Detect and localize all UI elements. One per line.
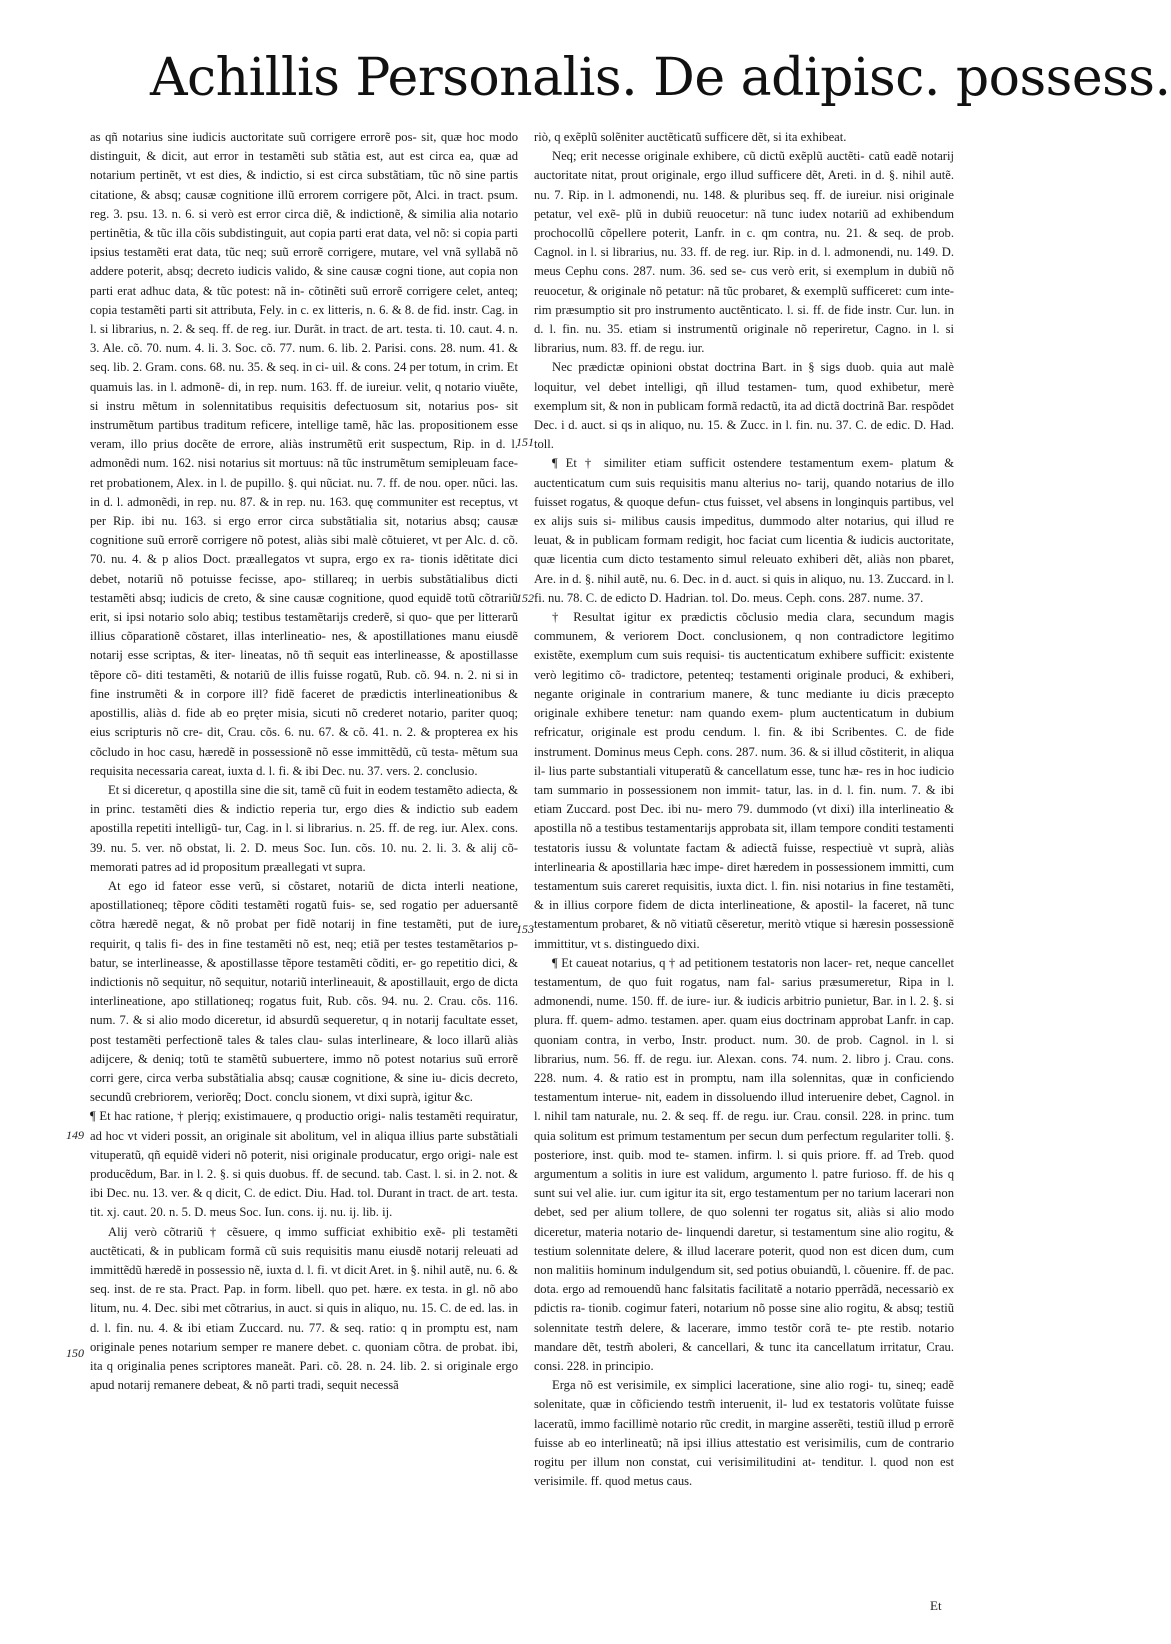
- left-paragraph-4: ¶ Et hac ratione, † plerịq; existimauere, q productio origi- nalis testamẽti requiratur, ad hoc vt videri possit, an originale sit abolitum, vel in aliqua illius parte substãtiali vituperatũ, qñ equidẽ videri nõ poterit, nisi originale producatur, ergo origi- nale est producẽdum, Bar. in l. 2. §. si quis duobus. ff. de secund. tab. Cast. l. si. in 2. not. & ibi Dec. nu. 13. ver. & q dicit, C. de edict. Diu. Had. tol. Durant in tract. de art. testa. tit. xj. caut. 20. n. 5. D. meus Soc. Iun. cons. ij. nu. ij. lib. ij.: [90, 1109, 518, 1220]
- right-paragraph-3: Nec prædictæ opinioni obstat doctrina Bart. in § sigs duob. quia aut malè loquitur, vel debet intelligi, qñ illud testamen- tum, quod exhibetur, merè exemplum sit, & non in publicam formã redactũ, ita ad dictã doctrinã Bar. respõdet Dec. i d. auct. si qs in aliquo, nu. 15. & Zucc. in l. fin. nu. 37. C. de edic. D. Had. toll.: [534, 360, 954, 452]
- left-paragraph-5: Alij verò cõtrariũ † cẽsuere, q immo sufficiat exhibitio exẽ- pli testamẽti auctẽticati, & in publicam formã cũ suis requisitis manu eiusdẽ notarij releuati ad immittẽdũ hæredẽ in possessio nẽ, iuxta d. l. fi. vt dicit Aret. in §. nihil autẽ, nu. 6. & seq. inst. de re sta. Pract. Pap. in form. libell. quo pet. hære. ex testa. in gl. nõ abo litum, nu. 4. Dec. sibi met cõtrarius, in auct. si quis in aliquo, nu. 15. C. de ed. las. in d. l. fin. nu. 4. & ibi etiam Zuccard. nu. 77. & seq. ratio: q in promptu est, nam originale penes notarium semper re manere debet. c. quoniam cõtra. de probat. ibi, ita q originalia penes scriptores maneãt. Pari. cõ. 28. n. 24. lib. 2. si originale ergo apud notarij remanere debeat, & nõ parti tradi, sequit necessã: [90, 1224, 518, 1393]
- right-paragraph-1: riò, q exẽplũ solẽniter auctẽticatũ sufficere dẽt, si ita exhibeat.: [534, 130, 847, 144]
- page-title: Achillis Personalis. De adipisc. possess.: [150, 48, 1171, 108]
- left-paragraph-1: as qñ notarius sine iudicis auctoritate suũ corrigere errorẽ pos- sit, quæ hoc modo distinguit, & dicit, aut error in testamẽti sub stãtia est, aut est circa ea, quæ ad notarium pertinẽt, vt est dies, & indictio, si est circa substãtiam, tũc nõ sine partis citatione, & absq; causæ cognitione illũ errorem corrigere põt, Alci. in tract. psum. reg. 3. psu. 13. n. 6. si verò est error circa diẽ, & indictionẽ, & similia alia notario pertinẽtia, & tũc illa cõis subdistinguit, aut copia parti erat data, vel nõ: si copia parti ipsius testamẽti erat data, tũc neq; suũ errorẽ corrigere, mutare, vel vnã syllabã nõ addere poterit, absq; decreto iudicis valido, & sine causæ cogni tione, aut copia non parti erat adhuc data, & tũc potest: nã in- cõtinẽti suũ errorẽ corrigere celet, anteq; copia testamẽti parti sit attributa, Fely. in c. ex litteris, n. 6. & 8. de fid. instr. Cag. in l. si librarius, n. 2. & seq. ff. de reg. iur. Durãt. in tract. de art. testa. ti. 10. caut. 4. n. 3. Ale. cõ. 70. num. 4. li. 3. Soc. cõ. 77. num. 6. lib. 2. Parisi. cons. 28. num. 41. & seq. lib. 2. Gram. cons. 68. nu. 35. & seq. in ci- uil. & cons. 24 per totum, in crim. Et quamuis las. in l. admonẽ- di, in rep. num. 163. ff. de iureiur. velit, q notario viuẽte, si instru mẽtum in solennitatibus requisitis defectuosum sit, notarius pos- sit instrumẽtum partibus traditum reficere, intellige tamẽ, hãc las. propositionem esse veram, illo prius docẽte de errore, aliàs instrumẽtũ erit suspectum, Rip. in d. l. admonẽdi num. 162. nisi notarius sit mortuus: nã tũc instrumẽtum semipleuam face- ret probationem, Alex. in l. de pupillo. §. qui nũciat. nu. 7. ff. de nou. oper. nũci. las. in d. l. admonẽdi, in rep. nu. 87. & in rep. nu. 163. quę communiter est receptus, vt per Rip. ibi nu. 163. si ergo error circa substãtialia sit, notarius absq; causæ cognitione suũ errorẽ corrigere nõ potest, aliàs sibi malè cõtuieret, vt per Alc. d. cõ. 70. nu. 4. & p alios Doct. præallegatos vt supra, ergo ex ra- tionis idẽtitate dici debet, notariũ nõ potuisse fecisse, apo- stillareq; in uerbis substãtialibus dicti testamẽti absq; iudicis de creto, & sine causæ cognitione, quod equidẽ totũ cõtrariũ erit, si ipsi notario solo abiq; testibus testamẽtarijs crederẽ, si quo- que per litterarũ illius cõparationẽ cõstaret, illas interlineatio- nes, & apostillationes manu eiusdẽ notarij esse scriptas, & iter- lineatas, nõ tñ sequit eas interlineasse, & apostillasse tẽpore cõ- diti testamẽti, & notariũ de illis fuisse rogatũ, Rub. cõ. 94. n. 2. ni si in fine instrumẽti & in corpore ill? fidẽ faceret de prædictis interlineationibus & apostillis, aliàs d. fide ab eo pręter misia, sicuti nõ crederet notario, pariter quoq; eius scripturis nõ cre- dit, Crau. cõs. 6. nu. 67. & cõ. 41. n. 2. & propterea ex his cõcludo in hoc casu, hæredẽ in possessionẽ nõ esse immittẽdũ, cũ testa- mẽtum sua requisita necessaria careat, iuxta d. l. fi. & ibi Dec. nu. 37. vers. 2. conclusio.: [90, 130, 518, 778]
- margin-number-149: 149: [66, 1128, 84, 1142]
- right-paragraph-7: Erga nõ est verisimile, ex simplici laceratione, sine alio rogi- tu, sineq; eadẽ solenitate, quæ in cõficiendo testm̃ interuenit, il- lud ex testatoris volũtate fuisse laceratũ, immo facillimè notario rũc credit, in margine asserẽti, testiũ illud p errorẽ fuisse ab eo interlineatũ; nã ipsi illius attestatio est verisimilis, cum de contrario rogitu per illum non constat, cui verisimilitudini at- tenditur. l. quod non est verisimile. ff. quod metus caus.: [534, 1378, 954, 1489]
- right-paragraph-2: Neq; erit necesse originale exhibere, cũ dictũ exẽplũ auctẽti- catũ eadẽ notarij auctoritate nitat, prout originale, ergo illud sufficere dẽt, Areti. in d. §. nihil autẽ. nu. 7. Rip. in l. admonendi, nu. 148. & pluribus seq. ff. de iureiur. nisi originale petatur, vel exẽ- plũ in dubiũ reuocetur: nã tunc iudex notariũ ad exhibendum prochocollũ cõpellere poterit, Lanfr. in c. qm contra, nu. 21. & seq. de prob. Cagnol. in l. si librarius, nu. 33. ff. de reg. iur. Rip. in d. l. admonendi, nu. 149. D. meus Cephu cons. 287. num. 36. sed se- cus verò erit, si exemplum in dubiũ nõ reuocetur, & originale nõ petatur: nã tũc probaret, & exemplũ sufficeret: cum inte- rim præsumptio sit pro instrumento auctẽnticato. l. si. ff. de fide instr. Cur. lun. in d. l. fin. nu. 35. etiam si instrumentũ originale nõ reperiretur, Cagno. in l. si librarius, num. 83. ff. de regu. iur.: [534, 149, 954, 356]
- right-text-column: [534, 128, 954, 1598]
- left-text-column: [90, 128, 518, 1598]
- margin-number-151: 151: [516, 435, 534, 449]
- margin-number-150: 150: [66, 1346, 84, 1360]
- right-paragraph-4: ¶ Et † similiter etiam sufficit ostendere testamentum exem- platum & auctenticatum cum suis requisitis manu alterius no- tarij, quando notarius de illo fuisset rogatus, & quoque defun- ctus fuisset, vel absens in longinquis partibus, vel ex alijs suis si- milibus causis impeditus, dummodo alter notarius, qui illud re leuat, & in publicam formam redigit, hoc faciat cum licentia & iudicis auctoritate, quæ licentia cum dicto testamento simul releuato exhiberi dẽt, aliàs non pbaret, Are. in d. §. nihil autẽ, nu. 6. Dec. in d. auct. si quis in aliquo, nu. 13. Zuccard. in l. fi. nu. 78. C. de edicto D. Hadrian. tol. Do. meus. Ceph. cons. 287. nume. 37.: [534, 456, 954, 605]
- right-paragraph-5: † Resultat igitur ex prædictis cõclusio media clara, secundum magis communem, & veriorem Doct. conclusionem, q non contradictore legitimo existẽte, exemplum cum suis requisi- tis auctenticatum exhibere sufficit: existente verò legitimo cõ- tradictore, petenteq; testamenti originale produci, & exhiberi, negante originale in contrarium manere, & tunc mediante iu dicis præcepto originale exhibere tenetur: nam quando exem- plum auctenticatum in dubium refricatur, originale est produ cendum. l. fin. & ibi Scribentes. C. de fide instrument. Dominus meus Ceph. cons. 287. num. 36. & si illud cõstiterit, in aliqua il- lius parte substantiali vituperatũ & cancellatum esse, tunc hæ- res in hoc iudicio tam summario in possessionem non immit- tatur, las. in d. l. fin. num. 7. & ibi etiam Zuccard. post Dec. ibi nu- mero 79. dummodo (vt dixi) illa interlineatio & apostilla nõ a testibus testamentarijs approbata sit, illam tempore conditi testamenti testatoris iussu & voluntate factam & adiectã fuisse, respectiuè vt suprà, aliàs interlinearia & apostillaria hæc impe- diret hæredem in possessionem immitti, cum testamentum suis careret requisitis, iuxta dict. l. fin. nisi notarius in fine testamẽti, & in illius corpore fidem de dicta interlineatione, & apostil- la faceret, nã tunc testamentum probaret, & nõ vitiatũ cẽseretur, meritò vtique si hæresin possessionẽ immittitur, vt s. distinguedo dixi.: [534, 610, 954, 951]
- margin-number-153: 153: [516, 922, 534, 936]
- left-paragraph-3: At ego id fateor esse verũ, si cõstaret, notariũ de dicta interli neatione, apostillationeq; tẽpore cõditi testamẽti rogatũ fuis- se, sed rogatio per aduersantẽ cõtra hæredẽ negat, & nõ probat per fidẽ notarij in fine testamẽti, put de iure requirit, q talis fi- des in fine testamẽti nõ est, neq; etiã per testes testamẽtarios p- batur, se interlineasse, & apostillasse tẽpore testamẽti cõditi, er- go repetitio dici, & indictionis nõ sequitur, nõ sequitur, notariũ interlineauit, & apostillauit, ergo de dicta interlineatione, apo stillationeq; rogatus fuit, Rub. cõs. 94. nu. 2. Crau. cõs. 116. num. 7. & si alio modo diceretur, id absurdũ sequeretur, q in notarij facultate esset, post testamẽti perfectionẽ tales & tales clau- sulas interlineare, & loco illarũ aliàs adijcere, & deniq; totũ te stamẽtũ subuertere, immo nõ potest notarius suũ errorẽ corri gere, circa verba substãtialia absq; causæ cognitione, & sine iu- dicis decreto, secundũ crebriorem, veriorẽq; Doct. conclu sionem, vt dixi suprà, igitur &c.: [90, 878, 518, 1105]
- margin-number-152: 152: [516, 591, 534, 605]
- left-paragraph-2: Et si diceretur, q apostilla sine die sit, tamẽ cũ fuit in eodem testamẽto adiecta, & in princ. testamẽti dies & indictio reperia tur, ergo dies & indictio sub eadem apostilla repetiti intelligũ- tur, Cag. in l. si librarius. n. 25. ff. de reg. iur. Alex. cons. 39. nu. 5. ver. nõ obstat, li. 2. D. meus Soc. Iun. cõs. 10. nu. 2. li. 3. & alij cõ- memorati patres ad id propositum præallegati vt supra.: [90, 782, 518, 874]
- catchword: Et: [930, 1598, 942, 1613]
- right-paragraph-6: ¶ Et caueat notarius, q † ad petitionem testatoris non lacer- ret, neque cancellet testamentum, de quo fuit rogatus, nam fal- sarius præsumeretur, Ripa in l. admonendi, nume. 150. ff. de iure- iur. & iudicis arbitrio punietur, Bar. in l. 2. §. si plura. ff. quem- admo. testamen. aper. quam eius doctrinam approbat Lanfr. in cap. quoniam contra, in verbo, Instr. product. num. 30. de prob. Cagnol. in l. si librarius, num. 56. ff. de regu. iur. Alexan. cons. 74. num. 2. libro j. Crau. cons. 228. num. 4. & ratio est in promptu, nam illa solennitas, quæ in conficiendo testamentum interue- nit, eadem in dissoluendo illud interuenire debet, Cagnol. in l. nihil tam naturale, nu. 2. & seq. ff. de regu. iur. Crau. consil. 228. in princ. tum quia solitum est primum testamentum per secun dum perfectum regulariter tolli. §. posteriore, inst. quib. mod te- stamen. infirm. l. si quis priore. ff. ad Treb. quod argumentum a solitis in iure est validum, argumento l. patre furioso. ff. de his q sunt sui vel alie. iur. cum igitur ita sit, ergo testamentum per no tarium lacerari non debet, sed per alium tollere, de quo solenni ter rogatus sit, aliàs si alio modo diceretur, materia notario de- linquendi daretur, si testamentum sine alio rogitu, & testium solennitate delere, & illud lacerare poterit, quod non est dicen dum, cum non malitiis hominum indulgendum sit, sed potius obuiandũ, l. cõuenire. ff. de pac. dota. ergo ad remouendũ hanc falsitatis facilitatẽ a notario pperrãdã, necessariò ex pdictis ra- tionib. cogimur fateri, notarium nõ posse sine alio rogitu, & absq; testiũ solennitate testm̃ delere, & lacerare, immo testõr corã te- pte restib. notario mandare dẽt, testm̃ aboleri, & cancellari, & tunc ita cancellatum irritatur, Crau. consi. 228. in principio.: [534, 955, 954, 1373]
